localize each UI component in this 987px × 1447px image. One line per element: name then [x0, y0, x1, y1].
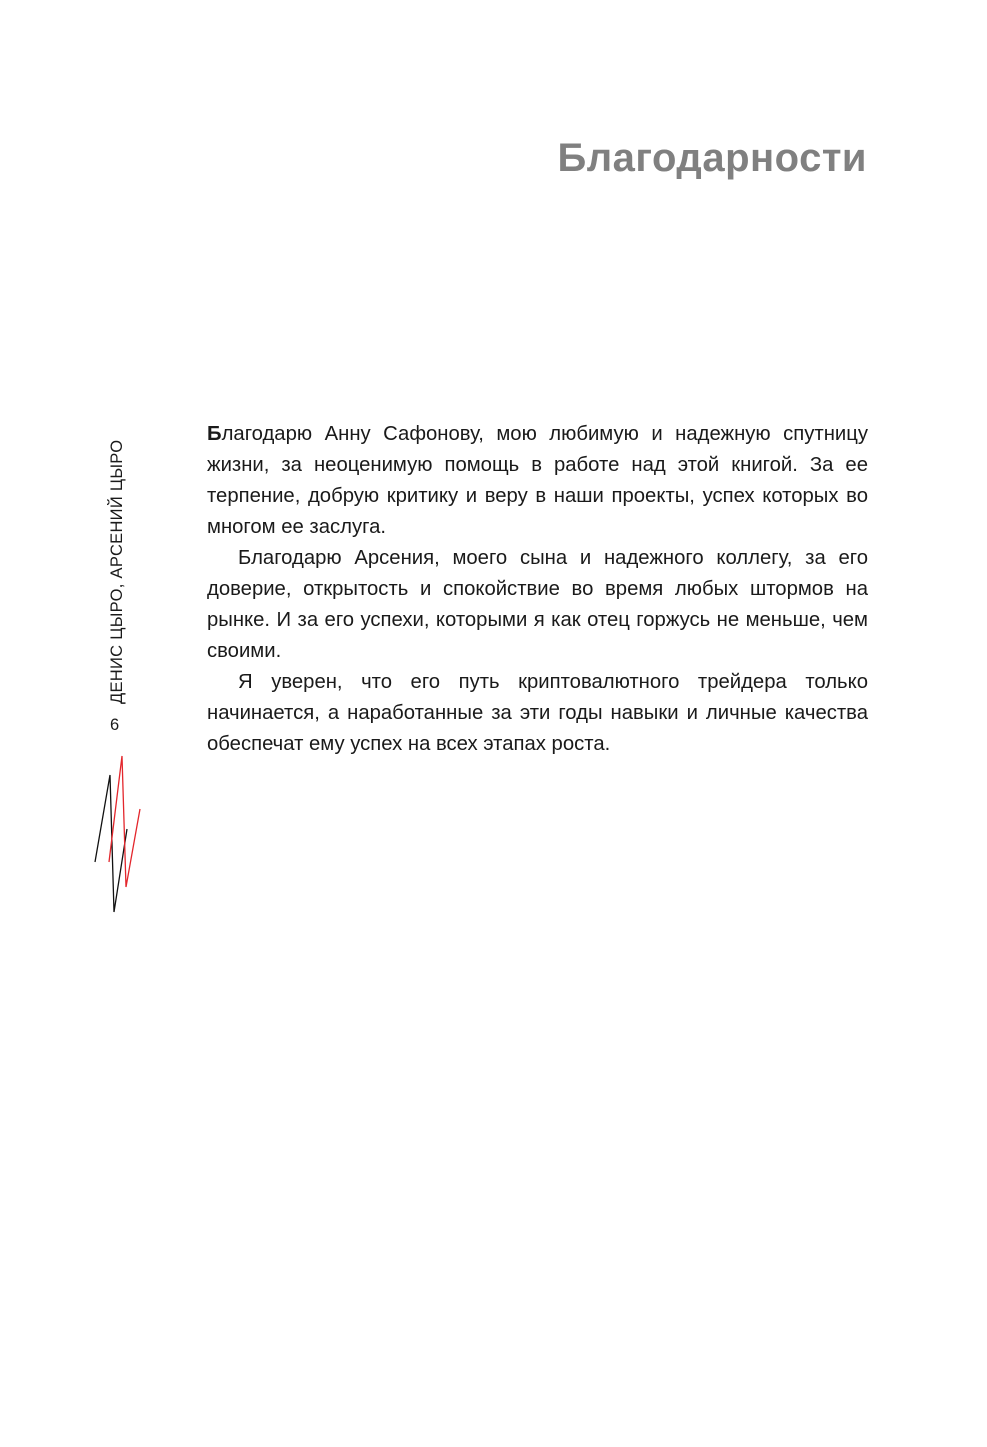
- acknowledgements-text: [207, 419, 868, 760]
- paragraph-2: Благодарю Арсения, моего сына и надежного коллегу, за его доверие, открытость и спокойствие во время любых штормов на рынке. И за его успехи, которыми я как отец горжусь не меньше, чем своими.: [207, 547, 868, 662]
- zigzag-logo-icon: [88, 750, 148, 915]
- paragraph-3: Я уверен, что его путь криптовалютного трейдера только начинается, а наработанные за эти годы навыки и личные качества обеспечат ему успех на всех этапах роста.: [207, 671, 868, 755]
- paragraph-1: [207, 419, 868, 543]
- zigzag-logo-red-stroke: [109, 756, 140, 887]
- lead-letter: Б: [207, 423, 222, 445]
- paragraph-1-text: лагодарю Анну Сафонову, мою любимую и надежную спутницу жизни, за неоценимую помощь в работе над этой книгой. За ее терпение, добрую критику и веру в наши проекты, успех которых во многом ее заслуга.: [207, 423, 868, 538]
- page-number: 6: [110, 716, 120, 734]
- running-head-authors: ДЕНИС ЦЫРО, АРСЕНИЙ ЦЫРО: [108, 439, 126, 704]
- running-head: [107, 392, 127, 704]
- page-title: Благодарности: [557, 136, 867, 180]
